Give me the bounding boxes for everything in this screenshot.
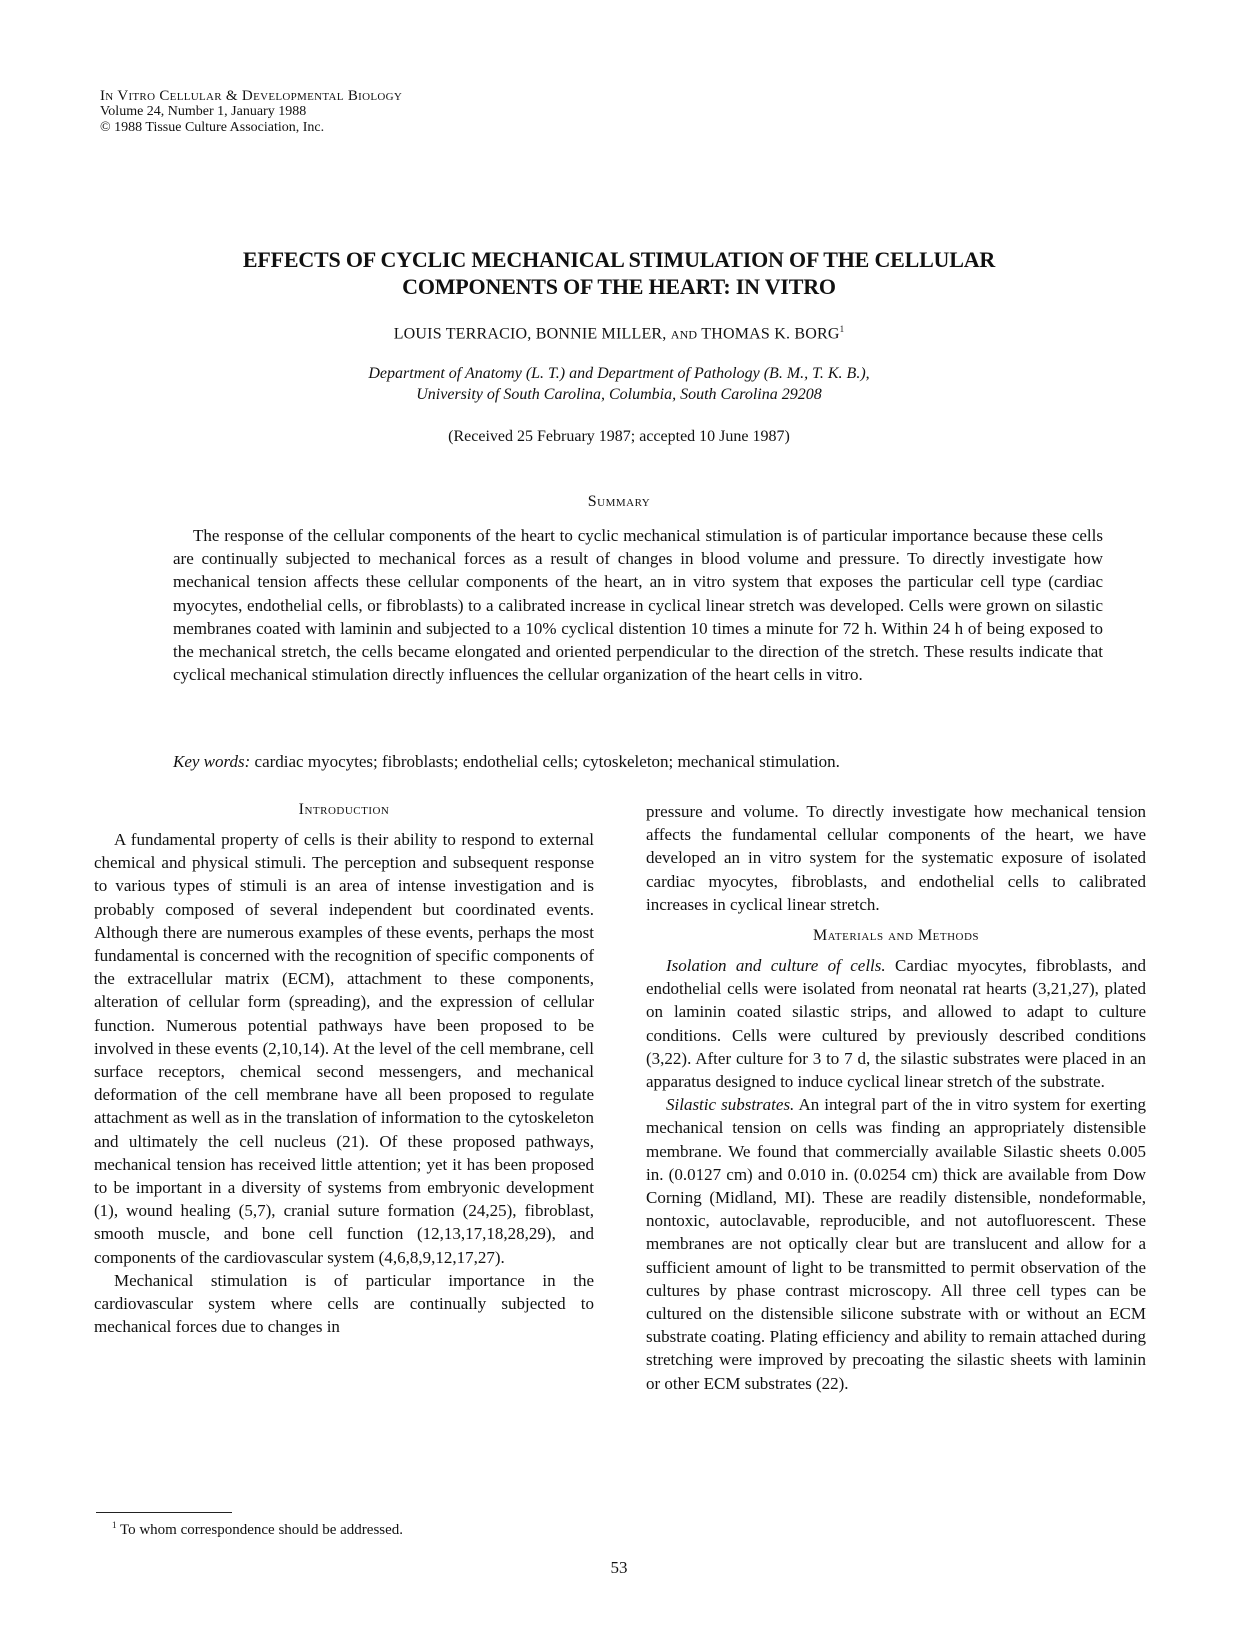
author-and: AND [670,327,698,342]
title-line-1: EFFECTS OF CYCLIC MECHANICAL STIMULATION OF THE CELLULAR [242,247,996,272]
footnote-mark: 1 [112,1520,117,1530]
methods-heading: Materials and Methods [812,927,980,945]
journal-header [100,88,600,136]
affiliation-line-2: University of South Carolina, Columbia, South Carolina 29208 [416,386,822,403]
title-line-2: COMPONENTS OF THE HEART: IN VITRO [402,274,836,299]
introduction-paragraph-2: Mechanical stimulation is of particular importance in the cardiovascular system where cells are continually subjected to mechanical forces due to changes in [94,1270,594,1337]
affiliation [200,363,1038,405]
summary-heading: Summary [587,493,651,510]
right-column [646,800,1146,1395]
introduction-paragraph-2-continued: pressure and volume. To directly investigate how mechanical tension affects the fundamental cellular components of the heart, we have developed an in vitro system for the systematic exposure of isolated cardiac myocytes, fibroblasts, and endothelial cells to calibrated increases in cyclical linear stretch. [646,802,1146,914]
keywords-label: Key words: [173,752,251,771]
methods-paragraph-2 [646,1093,1146,1395]
methods-paragraph-2-text: An integral part of the in vitro system for exerting mechanical tension on cells was finding an appropriately distensible membrane. We found that commercially available Silastic sheets 0.005 in. (0.0127 cm) and 0.010 in. (0.0254 cm) thick are available from Dow Corning (Midland, MI). These are readily distensible, nondeformable, nontoxic, autoclavable, reproducible, and not autofluorescent. These membranes are not optically clear but are translucent and allow for a sufficient amount of light to be transmitted to permit observation of the cultures by phase contrast microscopy. All three cell types can be cultured on the distensible silicone substrate with or without an ECM substrate coating. Plating efficiency and ability to remain attached during stretching were improved by precoating the silastic sheets with laminin or other ECM substrates (22). [646,1095,1147,1393]
received-dates: (Received 25 February 1987; accepted 10 June 1987) [448,428,790,445]
introduction-heading: Introduction [298,801,390,818]
keywords [173,750,1103,773]
methods-paragraph-1-text: Cardiac myocytes, fibroblasts, and endothelial cells were isolated from neonatal rat hearts (3,21,27), plated on laminin coated silastic strips, and allowed to adapt to culture conditions. Cells were cultured by previously described conditions (3,22). After culture for 3 to 7 d, the silastic substrates were placed in an apparatus designed to induce cyclical linear stretch of the substrate. [646,956,1147,1092]
footnote-rule [96,1512,232,1513]
affiliation-line-1: Department of Anatomy (L. T.) and Department of Pathology (B. M., T. K. B.), [368,365,870,382]
methods-subheading-2: Silastic substrates. [666,1095,795,1115]
methods-subheading-1: Isolation and culture of cells. [666,956,886,976]
journal-volume: Volume 24, Number 1, January 1988 [100,104,307,119]
page-number: 53 [610,1558,628,1577]
author-last: THOMAS K. BORG [701,325,840,343]
authors [200,324,1038,343]
footnote [112,1520,572,1539]
journal-name: In Vitro Cellular & Developmental Biology [100,88,403,104]
article-title [200,246,1038,300]
methods-paragraph-1 [646,954,1146,1093]
journal-copyright: © 1988 Tissue Culture Association, Inc. [100,120,325,135]
introduction-paragraph-1: A fundamental property of cells is their ability to respond to external chemical and physical stimuli. The perception and subsequent response to various types of stimuli is an area of intense investigation and is probably composed of several independent but coordinated events. Although there are numerous examples of these events, perhaps the most fundamental is concerned with the recognition of specific components of the extracellular matrix (ECM), attachment to these components, alteration of cellular form (spreading), and the expression of cellular function. Numerous potential pathways have been proposed to be involved in these events (2,10,14). At the level of the cell membrane, cell surface receptors, chemical second messengers, and mechanical deformation of the cell membrane have all been proposed to regulate attachment as well as in the translation of information to the cytoskeleton and ultimately the cell nucleus (21). Of these proposed pathways, mechanical tension has received little attention; yet it has been proposed to be important in a diversity of systems from embryonic development (1), wound healing (5,7), cranial suture formation (24,25), fibroblast, smooth muscle, and bone cell function (12,13,17,18,28,29), and components of the cardiovascular system (4,6,8,9,12,17,27). [94,830,594,1267]
summary-text: The response of the cellular components of the heart to cyclic mechanical stimulation is of particular importance because these cells are continually subjected to mechanical forces as a result of changes in blood volume and pressure. To directly investigate how mechanical tension affects these cellular components of the heart, an in vitro system that exposes the particular cell type (cardiac myocytes, endothelial cells, or fibroblasts) to a calibrated increase in cyclical linear stretch was developed. Cells were grown on silastic membranes coated with laminin and subjected to a 10% cyclical distention 10 times a minute for 72 h. Within 24 h of being exposed to the mechanical stretch, the cells became elongated and oriented perpendicular to the direction of the stretch. These results indicate that cyclical mechanical stimulation directly influences the cellular organization of the heart cells in vitro. [173,526,1103,685]
author-names: LOUIS TERRACIO, BONNIE MILLER, [393,325,667,343]
footnote-text: To whom correspondence should be addressed. [119,1522,404,1538]
left-column [94,800,594,1338]
author-footnote-mark: 1 [839,324,845,334]
keywords-text: cardiac myocytes; fibroblasts; endothelial cells; cytoskeleton; mechanical stimulation. [254,752,840,771]
